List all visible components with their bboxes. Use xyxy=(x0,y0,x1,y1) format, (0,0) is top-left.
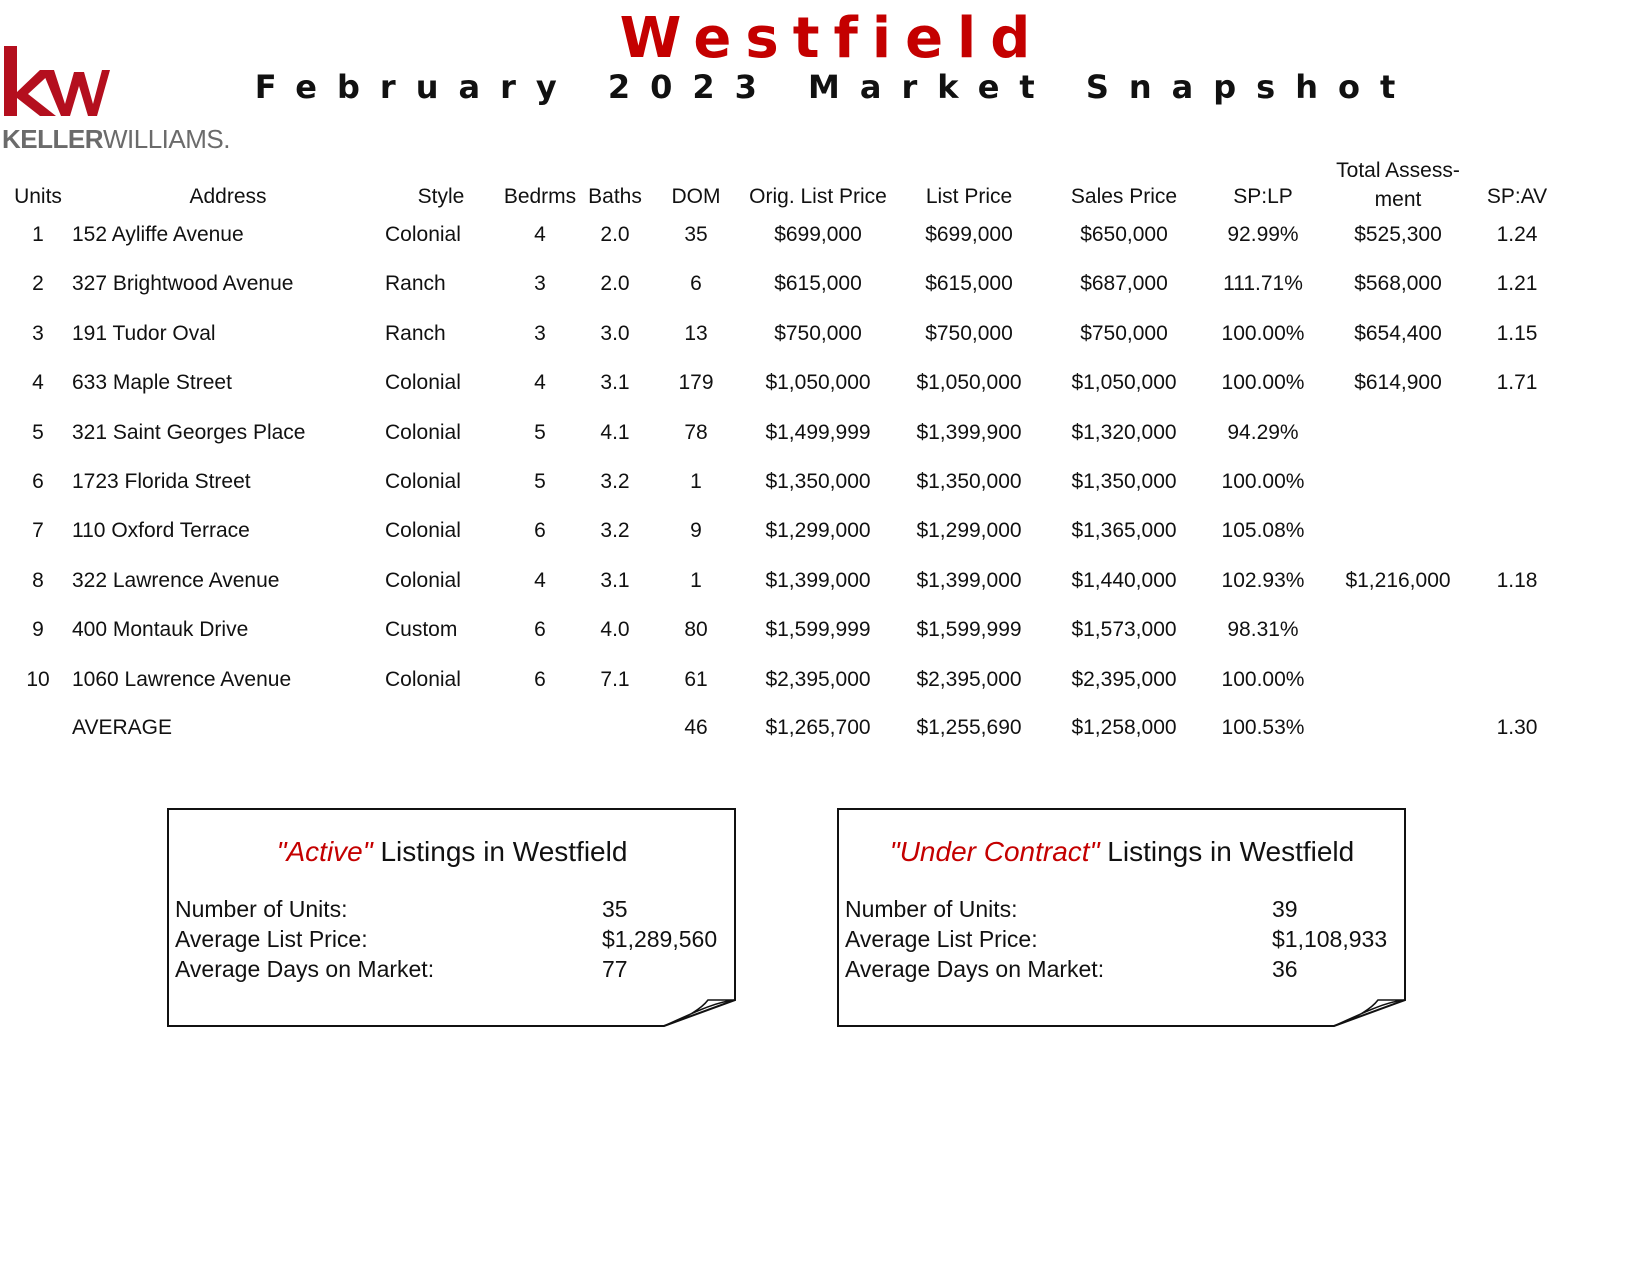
average-sp-av: 1.30 xyxy=(1496,716,1538,739)
cell-address: 321 Saint Georges Place xyxy=(72,420,306,444)
cell-sales: $1,440,000 xyxy=(1071,568,1177,592)
cell-dom: 78 xyxy=(684,420,708,444)
cell-style: Colonial xyxy=(385,371,461,395)
cell-list: $2,395,000 xyxy=(916,667,1022,691)
cell-list: $699,000 xyxy=(925,223,1013,246)
cell-unit: 5 xyxy=(32,420,44,444)
header-sp-lp: SP:LP xyxy=(1233,185,1293,208)
cell-assess: $568,000 xyxy=(1354,272,1442,296)
cell-baths: 3.1 xyxy=(600,371,630,395)
cell-style: Colonial xyxy=(385,470,461,493)
cell-sales: $750,000 xyxy=(1080,321,1168,345)
active-card-title xyxy=(167,836,737,868)
cell-sp-lp: 100.00% xyxy=(1221,371,1305,395)
cell-address: 110 Oxford Terrace xyxy=(72,519,250,543)
cell-baths: 4.0 xyxy=(600,618,630,642)
cell-style: Ranch xyxy=(385,272,446,296)
header-assessment-line1: Total Assess- xyxy=(1336,159,1460,182)
cell-sales: $687,000 xyxy=(1080,272,1168,296)
cell-unit: 2 xyxy=(32,272,44,296)
cell-style: Colonial xyxy=(385,568,461,592)
cell-sp-lp: 98.31% xyxy=(1227,618,1299,642)
logo-wordmark xyxy=(2,124,230,155)
cell-orig-list: $699,000 xyxy=(774,223,862,246)
active-avg-dom-label: Average Days on Market: xyxy=(175,956,435,982)
cell-baths: 4.1 xyxy=(600,420,630,444)
cell-unit: 1 xyxy=(32,223,44,246)
under-contract-avg-dom-label: Average Days on Market: xyxy=(845,956,1105,982)
cell-assess: $654,400 xyxy=(1354,321,1442,345)
cell-list: $1,399,900 xyxy=(916,420,1022,444)
cell-bedrms: 3 xyxy=(534,321,546,345)
cell-bedrms: 3 xyxy=(534,272,546,296)
cell-list: $615,000 xyxy=(925,272,1013,296)
cell-sp-av: 1.71 xyxy=(1496,371,1538,395)
cell-baths: 3.1 xyxy=(600,568,630,592)
cell-style: Ranch xyxy=(385,321,446,345)
under-contract-card-title xyxy=(837,836,1407,868)
cell-baths: 2.0 xyxy=(600,223,630,246)
under-contract-units-value: 39 xyxy=(1272,896,1298,922)
cell-sp-av: 1.15 xyxy=(1496,321,1538,345)
cell-sp-lp: 100.00% xyxy=(1221,667,1305,691)
average-list-price: $1,255,690 xyxy=(916,716,1022,739)
cell-style: Colonial xyxy=(385,420,461,444)
cell-baths: 3.2 xyxy=(600,519,630,543)
under-contract-avg-dom-value: 36 xyxy=(1272,956,1298,982)
cell-address: 400 Montauk Drive xyxy=(72,618,249,642)
cell-unit: 4 xyxy=(32,371,44,395)
cell-dom: 35 xyxy=(684,223,708,246)
cell-bedrms: 6 xyxy=(534,519,546,543)
logo-text-keller: KELLER xyxy=(2,124,103,154)
page-title: Westfield xyxy=(619,6,1045,71)
cell-baths: 3.0 xyxy=(600,321,630,345)
cell-sales: $1,320,000 xyxy=(1071,420,1177,444)
header-assessment-line2: ment xyxy=(1374,188,1422,211)
cell-sp-lp: 105.08% xyxy=(1221,519,1305,543)
active-avg-list-value: $1,289,560 xyxy=(602,926,718,952)
cell-sales: $1,350,000 xyxy=(1071,470,1177,493)
cell-list: $1,399,000 xyxy=(916,568,1022,592)
cell-baths: 7.1 xyxy=(600,667,630,691)
cell-style: Colonial xyxy=(385,223,461,246)
average-sales-price: $1,258,000 xyxy=(1071,716,1177,739)
header-style: Style xyxy=(417,185,465,208)
cell-sp-lp: 111.71% xyxy=(1223,272,1303,296)
cell-orig-list: $1,350,000 xyxy=(765,470,871,493)
header-dom: DOM xyxy=(671,185,721,208)
cell-dom: 61 xyxy=(684,667,708,691)
cell-list: $1,599,999 xyxy=(916,618,1022,642)
cell-unit: 7 xyxy=(32,519,44,543)
cell-address: 633 Maple Street xyxy=(72,371,232,395)
cell-sales: $2,395,000 xyxy=(1071,667,1177,691)
cell-address: 327 Brightwood Avenue xyxy=(72,272,294,296)
under-contract-listings-card xyxy=(837,808,1439,1038)
cell-address: 1060 Lawrence Avenue xyxy=(72,667,292,691)
cell-unit: 9 xyxy=(32,618,44,642)
header-sales-price: Sales Price xyxy=(1070,185,1178,208)
under-contract-avg-list-label: Average List Price: xyxy=(845,926,1038,952)
active-avg-dom-value: 77 xyxy=(602,956,628,982)
logo-text-williams: WILLIAMS. xyxy=(103,124,230,154)
cell-bedrms: 5 xyxy=(534,470,546,493)
cell-unit: 6 xyxy=(32,470,44,493)
cell-sp-lp: 102.93% xyxy=(1221,568,1305,592)
cell-address: 1723 Florida Street xyxy=(72,470,251,493)
header-orig-list-price: Orig. List Price xyxy=(749,185,887,208)
cell-bedrms: 5 xyxy=(534,420,546,444)
cell-sp-lp: 100.00% xyxy=(1221,321,1305,345)
cell-orig-list: $615,000 xyxy=(774,272,862,296)
cell-dom: 13 xyxy=(684,321,708,345)
cell-address: 322 Lawrence Avenue xyxy=(72,568,280,592)
cell-sales: $1,365,000 xyxy=(1071,519,1177,543)
cell-sales: $1,573,000 xyxy=(1071,618,1177,642)
cell-assess: $525,300 xyxy=(1354,223,1442,246)
cell-baths: 3.2 xyxy=(600,470,630,493)
header-total-assessment xyxy=(1336,156,1460,214)
cell-bedrms: 6 xyxy=(534,667,546,691)
header-address: Address xyxy=(189,185,267,208)
cell-sp-lp: 100.00% xyxy=(1221,470,1305,493)
average-orig-list-price: $1,265,700 xyxy=(765,716,871,739)
under-contract-card-title-rest: Listings in Westfield xyxy=(1099,836,1355,867)
header-sp-av: SP:AV xyxy=(1486,185,1548,208)
active-card-title-rest: Listings in Westfield xyxy=(372,836,628,867)
cell-orig-list: $1,599,999 xyxy=(765,618,871,642)
cell-list: $1,350,000 xyxy=(916,470,1022,493)
cell-bedrms: 4 xyxy=(534,371,546,395)
cell-orig-list: $1,499,999 xyxy=(765,420,871,444)
header-baths: Baths xyxy=(588,185,642,208)
cell-orig-list: $1,299,000 xyxy=(765,519,871,543)
cell-unit: 10 xyxy=(26,667,50,691)
cell-address: 191 Tudor Oval xyxy=(72,321,216,345)
cell-dom: 9 xyxy=(690,519,702,543)
cell-list: $750,000 xyxy=(925,321,1013,345)
cell-orig-list: $2,395,000 xyxy=(765,667,871,691)
cell-style: Custom xyxy=(385,618,458,642)
cell-list: $1,299,000 xyxy=(916,519,1022,543)
average-sp-lp: 100.53% xyxy=(1221,716,1305,739)
under-contract-card-title-highlight: "Under Contract" xyxy=(889,836,1100,867)
cell-unit: 8 xyxy=(32,568,44,592)
cell-dom: 1 xyxy=(690,568,702,592)
cell-bedrms: 4 xyxy=(534,223,546,246)
cell-bedrms: 4 xyxy=(534,568,546,592)
cell-baths: 2.0 xyxy=(600,272,630,296)
cell-orig-list: $1,399,000 xyxy=(765,568,871,592)
cell-orig-list: $750,000 xyxy=(774,321,862,345)
header-units: Units xyxy=(14,185,62,208)
average-label: AVERAGE xyxy=(72,716,172,739)
header-list-price: List Price xyxy=(925,185,1013,208)
cell-unit: 3 xyxy=(32,321,44,345)
cell-sp-lp: 94.29% xyxy=(1227,420,1299,444)
page-subtitle: February 2023 Market Snapshot xyxy=(254,68,1416,106)
cell-dom: 1 xyxy=(690,470,702,493)
active-units-value: 35 xyxy=(602,896,628,922)
under-contract-avg-list-value: $1,108,933 xyxy=(1272,926,1388,952)
cell-dom: 179 xyxy=(678,371,714,395)
active-listings-card xyxy=(167,808,769,1038)
header-bedrms: Bedrms xyxy=(503,185,577,208)
cell-dom: 6 xyxy=(690,272,702,296)
cell-assess: $614,900 xyxy=(1354,371,1442,395)
cell-list: $1,050,000 xyxy=(916,371,1022,395)
cell-sp-av: 1.21 xyxy=(1496,272,1538,296)
cell-style: Colonial xyxy=(385,667,461,691)
cell-sp-av: 1.24 xyxy=(1496,223,1538,246)
cell-address: 152 Ayliffe Avenue xyxy=(72,223,244,246)
cell-bedrms: 6 xyxy=(534,618,546,642)
cell-dom: 80 xyxy=(684,618,708,642)
active-card-title-highlight: "Active" xyxy=(276,836,373,867)
under-contract-units-label: Number of Units: xyxy=(845,896,1018,922)
active-avg-list-label: Average List Price: xyxy=(175,926,368,952)
cell-sales: $1,050,000 xyxy=(1071,371,1177,395)
cell-sp-lp: 92.99% xyxy=(1227,223,1299,246)
average-dom: 46 xyxy=(684,716,708,739)
cell-sales: $650,000 xyxy=(1080,223,1168,246)
cell-style: Colonial xyxy=(385,519,461,543)
cell-sp-av: 1.18 xyxy=(1496,568,1538,592)
active-units-label: Number of Units: xyxy=(175,896,348,922)
cell-assess: $1,216,000 xyxy=(1345,568,1451,592)
cell-orig-list: $1,050,000 xyxy=(765,371,871,395)
